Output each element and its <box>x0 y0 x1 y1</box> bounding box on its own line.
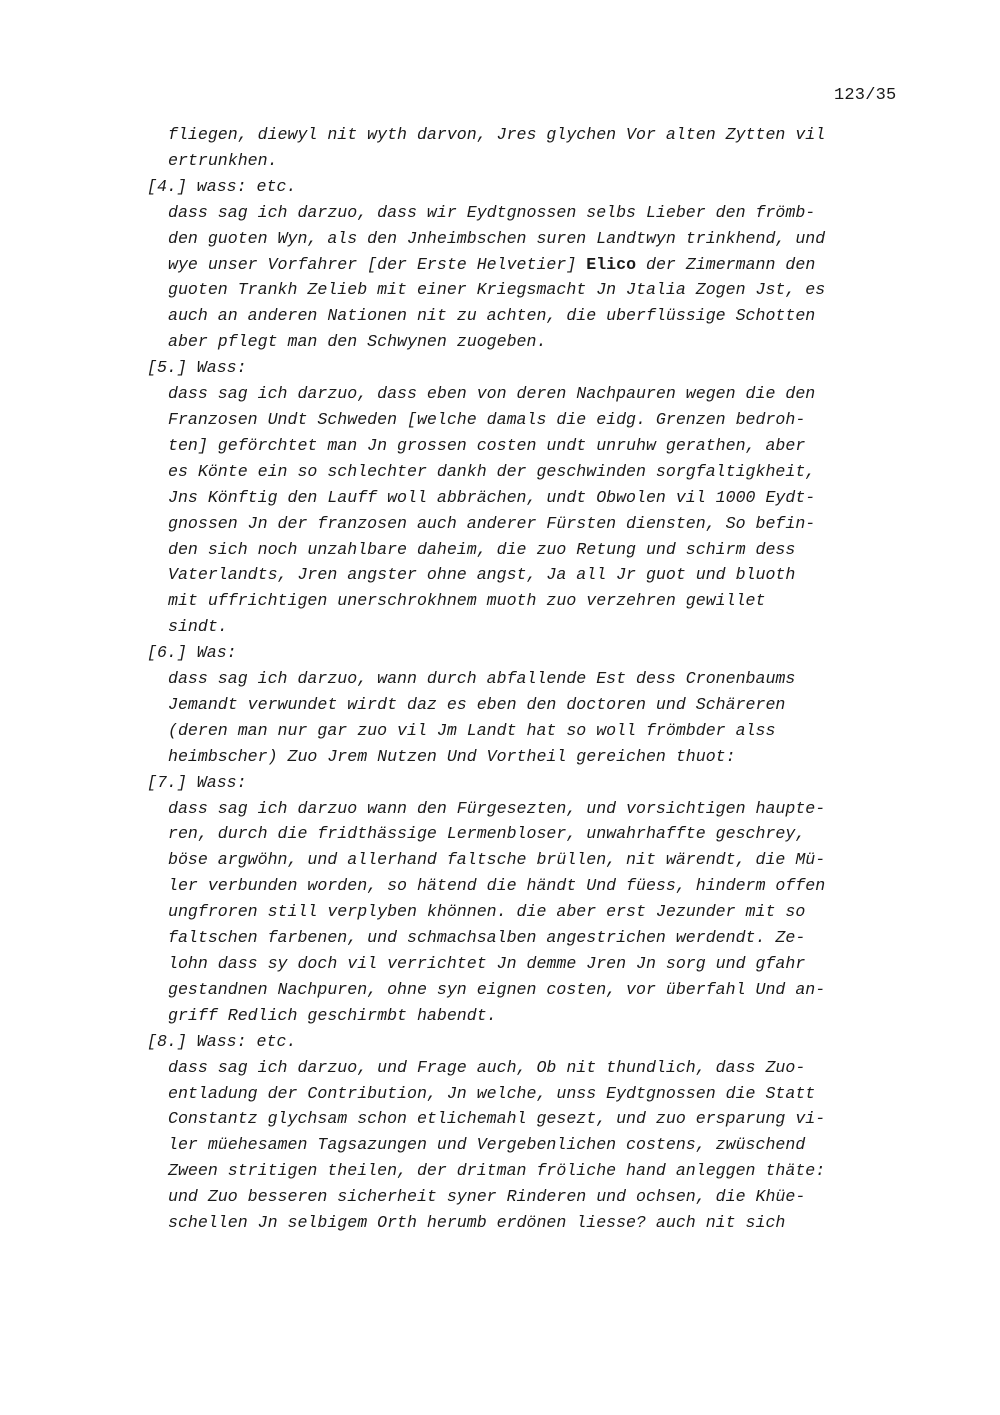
section-heading-6: [6.] Was: <box>147 643 237 663</box>
section-5-line: es Könte ein so schlechter dankh der geschwinden sorgfaltigkheit, <box>168 461 816 481</box>
section-8-line: entladung der Contribution, Jn welche, unss Eydtgnossen die Statt <box>168 1083 816 1103</box>
bold-name-elico: Elico <box>586 254 637 274</box>
section-5-line: den sich noch unzahlbare daheim, die zuo Retung und schirm dess <box>168 539 796 559</box>
intro-line: fliegen, diewyl nit wyth darvon, Jres glychen Vor alten Zytten vil <box>168 125 826 144</box>
section-heading-4: [4.] wass: etc. <box>147 176 297 196</box>
section-7-line: ungfroren still verplyben khönnen. die aber erst Jezunder mit so <box>168 902 806 922</box>
section-4-line: den guoten Wyn, als den Jnheimbschen suren Landtwyn trinkhend, und <box>168 228 826 248</box>
intro-line: ertrunkhen. <box>168 150 278 170</box>
section-heading-7: [7.] Wass: <box>147 772 247 792</box>
section-5-line: Jns Könftig den Lauff woll abbrächen, undt Obwolen vil 1000 Eydt- <box>168 487 816 507</box>
section-8-line: Constantz glychsam schon etlichemahl gesezt, und zuo ersparung vi- <box>168 1109 826 1129</box>
section-heading-5: [5.] Wass: <box>147 358 247 378</box>
section-8-line: Zween stritigen theilen, der dritman fröliche hand anleggen thäte: <box>168 1161 826 1181</box>
document-body <box>147 122 917 1236</box>
section-8-line: dass sag ich darzuo, und Frage auch, Ob nit thundlich, dass Zuo- <box>168 1057 806 1077</box>
section-7-line: böse argwöhn, und allerhand faltsche brüllen, nit wärendt, die Mü- <box>168 850 826 870</box>
section-4-line: auch an anderen Nationen nit zu achten, die uberflüssige Schotten <box>168 306 816 326</box>
section-8-line: schellen Jn selbigem Orth herumb erdönen liesse? auch nit sich <box>168 1213 786 1233</box>
section-7-line: ler verbunden worden, so hätend die händt Und füess, hinderm offen <box>168 876 826 896</box>
section-5-line: sindt. <box>168 617 228 637</box>
section-6-line: dass sag ich darzuo, wann durch abfallende Est dess Cronenbaums <box>168 669 796 689</box>
section-5-line: Vaterlandts, Jren angster ohne angst, Ja all Jr guot und bluoth <box>168 565 796 585</box>
section-7-line: ren, durch die fridthässige Lermenbloser, unwahrhaffte geschrey, <box>168 824 806 844</box>
section-5-line: Franzosen Undt Schweden [welche damals die eidg. Grenzen bedroh- <box>168 409 806 429</box>
section-4-line-text: der Zimermann den <box>636 254 816 274</box>
section-7-line: faltschen farbenen, und schmachsalben angestrichen werdendt. Ze- <box>168 928 806 948</box>
section-4-line: aber pflegt man den Schwynen zuogeben. <box>168 332 547 352</box>
section-7-line: griff Redlich geschirmbt habendt. <box>168 1005 497 1025</box>
section-6-line: (deren man nur gar zuo vil Jm Landt hat so woll frömbder alss <box>168 720 776 740</box>
section-7-line: gestandnen Nachpuren, ohne syn eignen costen, vor überfahl Und an- <box>168 979 826 999</box>
section-6-line: heimbscher) Zuo Jrem Nutzen Und Vortheil gereichen thuot: <box>168 746 736 766</box>
page-number: 123/35 <box>834 86 897 105</box>
section-heading-8: [8.] Wass: etc. <box>147 1031 297 1051</box>
section-4-line: guoten Trankh Zelieb mit einer Kriegsmacht Jn Jtalia Zogen Jst, es <box>168 280 826 300</box>
section-4-line <box>147 252 917 278</box>
section-5-line: mit uffrichtigen unerschrokhnem muoth zuo verzehren gewillet <box>168 591 766 611</box>
section-5-line: dass sag ich darzuo, dass eben von deren Nachpauren wegen die den <box>168 384 816 404</box>
section-8-line: ler müehesamen Tagsazungen und Vergebenlichen costens, zwüschend <box>168 1135 806 1155</box>
section-7-line: dass sag ich darzuo wann den Fürgesezten, und vorsichtigen haupte- <box>168 798 826 818</box>
section-5-line: ten] geförchtet man Jn grossen costen undt unruhw gerathen, aber <box>168 435 806 455</box>
section-7-line: lohn dass sy doch vil verrichtet Jn demme Jren Jn sorg und gfahr <box>168 954 806 973</box>
section-8-line: und Zuo besseren sicherheit syner Rinderen und ochsen, die Khüe- <box>168 1187 806 1207</box>
section-6-line: Jemandt verwundet wirdt daz es eben den doctoren und Schäreren <box>168 694 786 714</box>
section-5-line: gnossen Jn der franzosen auch anderer Fürsten diensten, So befin- <box>168 513 816 533</box>
section-4-line: dass sag ich darzuo, dass wir Eydtgnossen selbs Lieber den frömb- <box>168 202 816 222</box>
section-4-line-text: wye unser Vorfahrer [der Erste Helvetier] <box>168 254 587 274</box>
